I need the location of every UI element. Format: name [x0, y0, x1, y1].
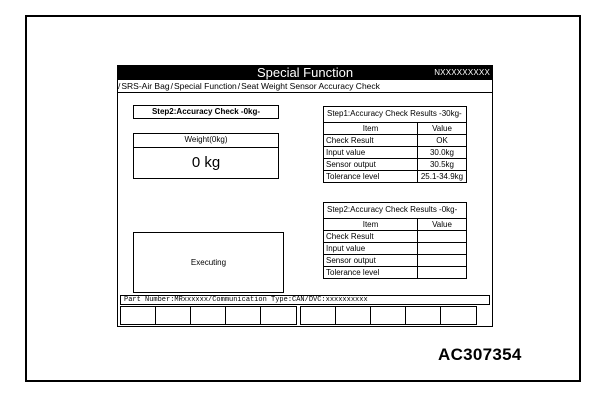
function-key-bar	[120, 306, 490, 325]
function-key[interactable]	[371, 307, 406, 324]
screen-title: Special Function	[256, 65, 354, 80]
function-key-group-right	[300, 306, 477, 325]
step2-table-caption: Step2:Accuracy Check Results -0kg-	[324, 203, 466, 219]
figure-code: AC307354	[438, 345, 522, 364]
function-key[interactable]	[301, 307, 336, 324]
row-value: OK	[436, 136, 448, 145]
header-value: Value	[432, 220, 452, 229]
table-row	[324, 171, 466, 182]
title-bar	[118, 66, 492, 80]
vin-number: NXXXXXXXXX	[434, 68, 490, 77]
breadcrumb: /SRS-Air Bag/Special Function/Seat Weight Sensor Accuracy Check	[118, 80, 492, 93]
table-row	[324, 267, 466, 278]
header-item: Item	[324, 219, 418, 230]
table-row	[324, 255, 466, 267]
step2-results-table	[323, 202, 467, 279]
row-value	[418, 255, 466, 266]
header-value: Value	[432, 124, 452, 133]
table-row	[324, 231, 466, 243]
breadcrumb-seat-weight-check: Seat Weight Sensor Accuracy Check	[241, 81, 380, 91]
function-key[interactable]	[226, 307, 261, 324]
table-row	[324, 243, 466, 255]
scan-tool-screen	[117, 65, 493, 327]
row-item: Check Result	[324, 135, 418, 146]
row-value	[418, 267, 466, 278]
function-key[interactable]	[121, 307, 156, 324]
table-row	[324, 147, 466, 159]
weight-value: 0 kg	[191, 154, 221, 171]
table-header-row	[324, 123, 466, 135]
table-row	[324, 159, 466, 171]
function-key[interactable]	[406, 307, 441, 324]
row-item: Sensor output	[324, 159, 418, 170]
row-item: Tolerance level	[324, 171, 418, 182]
executing-text: Executing	[190, 258, 227, 267]
function-key[interactable]	[261, 307, 296, 324]
step1-results-table	[323, 106, 467, 183]
breadcrumb-srs-air-bag[interactable]: SRS-Air Bag	[121, 81, 170, 91]
executing-panel	[133, 232, 284, 293]
row-item: Tolerance level	[324, 267, 418, 278]
row-item: Check Result	[324, 231, 418, 242]
step-label: Step2:Accuracy Check -0kg-	[133, 105, 279, 119]
row-item: Sensor output	[324, 255, 418, 266]
table-header-row	[324, 219, 466, 231]
header-item: Item	[324, 123, 418, 134]
function-key[interactable]	[156, 307, 191, 324]
row-value: 25.1-34.9kg	[420, 172, 464, 181]
function-key[interactable]	[441, 307, 476, 324]
row-item: Input value	[324, 147, 418, 158]
function-key[interactable]	[336, 307, 371, 324]
row-value: 30.5kg	[429, 160, 455, 169]
row-value: 30.0kg	[429, 148, 455, 157]
breadcrumb-special-function[interactable]: Special Function	[173, 81, 237, 91]
function-key-group-left	[120, 306, 297, 325]
weight-label: Weight(0kg)	[134, 134, 278, 148]
step1-table-caption: Step1:Accuracy Check Results -30kg-	[324, 107, 466, 123]
row-item: Input value	[324, 243, 418, 254]
row-value	[418, 243, 466, 254]
function-key[interactable]	[191, 307, 226, 324]
row-value	[418, 231, 466, 242]
weight-panel	[133, 133, 279, 179]
table-row	[324, 135, 466, 147]
part-number-line: Part Number:MRxxxxxx/Communication Type:CAN/DVC:xxxxxxxxxx	[120, 295, 490, 305]
